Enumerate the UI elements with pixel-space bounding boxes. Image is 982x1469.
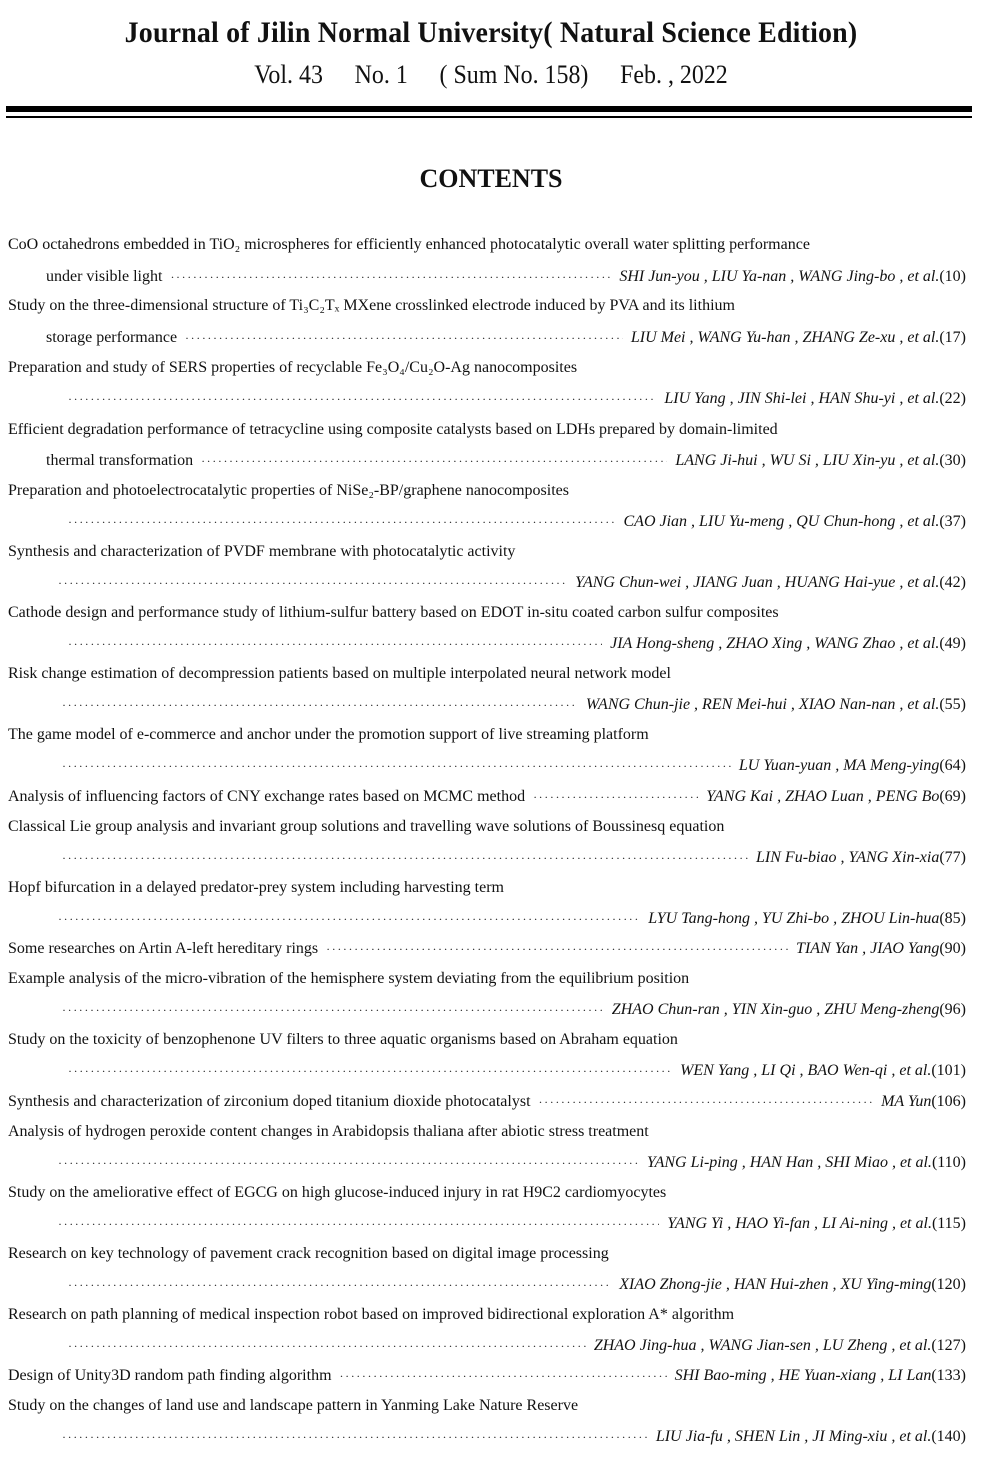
entry-authors: WEN Yang , LI Qi , BAO Wen-qi , et al. bbox=[680, 1062, 932, 1079]
dot-leader bbox=[58, 907, 640, 931]
entry-title[interactable]: Example analysis of the micro-vibration of the hemisphere system deviating from the equilibrium position bbox=[8, 970, 690, 987]
entry-page-number[interactable]: (127) bbox=[931, 1337, 966, 1354]
entry-authors: YANG Kai , ZHAO Luan , PENG Bo bbox=[706, 788, 940, 805]
entry-title[interactable]: Research on path planning of medical inspection robot based on improved bidirectional exploration A* algorithm bbox=[8, 1306, 735, 1323]
entry-page-number[interactable]: (106) bbox=[931, 1093, 966, 1110]
entry-title[interactable]: Synthesis and characterization of PVDF membrane with photocatalytic activity bbox=[8, 543, 516, 560]
entry-authors: LYU Tang-hong , YU Zhi-bo , ZHOU Lin-hua bbox=[648, 910, 940, 927]
entry-authors: ZHAO Jing-hua , WANG Jian-sen , LU Zheng , et al. bbox=[593, 1337, 932, 1354]
entry-title[interactable]: Classical Lie group analysis and invariant group solutions and travelling wave solutions of Boussinesq equation bbox=[8, 818, 725, 835]
entry-page-number[interactable]: (96) bbox=[939, 1001, 966, 1018]
entry-page-number[interactable]: (115) bbox=[931, 1215, 966, 1232]
toc-entry-byline[interactable] bbox=[54, 1425, 966, 1449]
toc-entry-byline[interactable] bbox=[54, 998, 966, 1022]
entry-authors: LIU Mei , WANG Yu-han , ZHANG Ze-xu , et al. bbox=[630, 329, 940, 346]
entry-page-number[interactable]: (85) bbox=[939, 910, 966, 927]
entry-authors: CAO Jian , LIU Yu-meng , QU Chun-hong , et al. bbox=[623, 513, 940, 530]
volume: Vol. 43 bbox=[254, 60, 323, 89]
entry-page-number[interactable]: (55) bbox=[939, 696, 966, 713]
entry-page-number[interactable]: (22) bbox=[939, 390, 966, 407]
entry-title[interactable]: Preparation and photoelectrocatalytic properties of NiSe₂-BP/graphene nanocomposites bbox=[8, 482, 569, 499]
header-rule-thick bbox=[6, 106, 972, 112]
toc-entry-byline[interactable] bbox=[8, 1364, 966, 1388]
dot-leader bbox=[62, 754, 731, 778]
dot-leader bbox=[62, 998, 604, 1022]
entry-authors: LIU Jia-fu , SHEN Lin , JI Ming-xiu , et al. bbox=[655, 1428, 932, 1445]
entry-page-number[interactable]: (37) bbox=[939, 513, 966, 530]
entry-page-number[interactable]: (140) bbox=[931, 1428, 966, 1445]
dot-leader bbox=[68, 510, 616, 534]
dot-leader bbox=[68, 1059, 672, 1083]
entry-page-number[interactable]: (120) bbox=[931, 1276, 966, 1293]
entry-authors: YANG Yi , HAO Yi-fan , LI Ai-ning , et al. bbox=[667, 1215, 932, 1232]
toc-entry-byline[interactable] bbox=[8, 1090, 966, 1114]
entry-title-continuation: storage performance bbox=[46, 329, 178, 346]
entry-page-number[interactable]: (10) bbox=[939, 268, 966, 285]
issue-line bbox=[39, 60, 942, 90]
entry-authors: LIU Yang , JIN Shi-lei , HAN Shu-yi , et al. bbox=[664, 390, 940, 407]
toc-entry-byline[interactable] bbox=[60, 1273, 966, 1297]
entry-title[interactable]: Preparation and study of SERS properties of recyclable Fe₃O₄/Cu₂O-Ag nanocomposites bbox=[8, 359, 578, 376]
dot-leader bbox=[62, 693, 578, 717]
toc-entry-byline[interactable] bbox=[46, 265, 966, 289]
dot-leader bbox=[68, 1334, 586, 1358]
entry-authors: MA Yun bbox=[881, 1093, 932, 1110]
entry-page-number[interactable]: (133) bbox=[931, 1367, 966, 1384]
entry-authors: ZHAO Chun-ran , YIN Xin-guo , ZHU Meng-zheng bbox=[611, 1001, 940, 1018]
toc-entry-byline[interactable] bbox=[60, 510, 966, 534]
dot-leader bbox=[68, 387, 656, 411]
entry-title[interactable]: Study on the ameliorative effect of EGCG on high glucose-induced injury in rat H9C2 cardiomyocytes bbox=[8, 1184, 667, 1201]
entry-page-number[interactable]: (64) bbox=[939, 757, 966, 774]
issue-date: Feb. , 2022 bbox=[620, 60, 728, 89]
dot-leader bbox=[326, 937, 788, 961]
dot-leader bbox=[185, 326, 623, 350]
toc-entry-byline[interactable] bbox=[8, 785, 966, 809]
entry-title[interactable]: Research on key technology of pavement crack recognition based on digital image processing bbox=[8, 1245, 609, 1262]
entry-page-number[interactable]: (101) bbox=[931, 1062, 966, 1079]
dot-leader bbox=[58, 571, 567, 595]
dot-leader bbox=[62, 1425, 648, 1449]
dot-leader bbox=[170, 265, 611, 289]
entry-page-number[interactable]: (30) bbox=[939, 452, 966, 469]
entry-authors: YANG Chun-wei , JIANG Juan , HUANG Hai-yue , et al. bbox=[575, 574, 940, 591]
entry-authors: JIA Hong-sheng , ZHAO Xing , WANG Zhao , et al. bbox=[610, 635, 940, 652]
entry-title[interactable]: Study on the three-dimensional structure of Ti₃C₂Tₓ MXene crosslinked electrode induced by PVA and its lithium bbox=[8, 297, 735, 314]
entry-authors: LIN Fu-biao , YANG Xin-xia bbox=[756, 849, 940, 866]
toc-entry-byline[interactable] bbox=[46, 449, 966, 473]
entry-title[interactable]: The game model of e-commerce and anchor under the promotion support of live streaming platform bbox=[8, 726, 649, 743]
dot-leader bbox=[533, 785, 698, 809]
entry-title[interactable]: Risk change estimation of decompression patients based on multiple interpolated neural network model bbox=[8, 665, 671, 682]
dot-leader bbox=[68, 632, 602, 656]
entry-page-number[interactable]: (110) bbox=[931, 1154, 966, 1171]
journal-title: Journal of Jilin Normal University( Natural Science Edition) bbox=[124, 16, 858, 49]
sum-number: ( Sum No. 158) bbox=[439, 60, 589, 89]
entry-authors: LU Yuan-yuan , MA Meng-ying bbox=[738, 757, 940, 774]
entry-title-continuation: Some researches on Artin A-left hereditary rings bbox=[8, 940, 319, 957]
toc-entry-byline[interactable] bbox=[60, 1059, 966, 1083]
toc-entry-byline[interactable] bbox=[60, 387, 966, 411]
entry-title[interactable]: CoO octahedrons embedded in TiO₂ microspheres for efficiently enhanced photocatalytic overall water splitting performance bbox=[8, 236, 810, 253]
entry-authors: SHI Bao-ming , HE Yuan-xiang , LI Lan bbox=[674, 1367, 932, 1384]
entry-title[interactable]: Analysis of hydrogen peroxide content changes in Arabidopsis thaliana after abiotic stress treatment bbox=[8, 1123, 649, 1140]
entry-authors: WANG Chun-jie , REN Mei-hui , XIAO Nan-nan , et al. bbox=[585, 696, 940, 713]
entry-title[interactable]: Study on the changes of land use and landscape pattern in Yanming Lake Nature Reserve bbox=[8, 1397, 579, 1414]
toc-entry-byline[interactable] bbox=[50, 907, 966, 931]
dot-leader bbox=[201, 449, 667, 473]
dot-leader bbox=[58, 1151, 639, 1175]
entry-title-continuation: thermal transformation bbox=[46, 452, 194, 469]
dot-leader bbox=[539, 1090, 874, 1114]
entry-page-number[interactable]: (17) bbox=[939, 329, 966, 346]
entry-page-number[interactable]: (90) bbox=[939, 940, 966, 957]
entry-title-continuation: Analysis of influencing factors of CNY exchange rates based on MCMC method bbox=[8, 788, 526, 805]
entry-title[interactable]: Study on the toxicity of benzophenone UV filters to three aquatic organisms based on Abraham equation bbox=[8, 1031, 678, 1048]
toc-entry-byline[interactable] bbox=[50, 1151, 966, 1175]
entry-page-number[interactable]: (77) bbox=[939, 849, 966, 866]
entry-title[interactable]: Hopf bifurcation in a delayed predator-prey system including harvesting term bbox=[8, 879, 504, 896]
dot-leader bbox=[58, 1212, 659, 1236]
entry-title[interactable]: Cathode design and performance study of lithium-sulfur battery based on EDOT in-situ coated carbon sulfur composites bbox=[8, 604, 779, 621]
entry-page-number[interactable]: (69) bbox=[939, 788, 966, 805]
entry-authors: LANG Ji-hui , WU Si , LIU Xin-yu , et al. bbox=[675, 452, 940, 469]
entry-page-number[interactable]: (42) bbox=[939, 574, 966, 591]
toc-entry-byline[interactable] bbox=[60, 1334, 966, 1358]
toc-entry-byline[interactable] bbox=[46, 326, 966, 350]
entry-page-number[interactable]: (49) bbox=[939, 635, 966, 652]
toc-entry-byline[interactable] bbox=[50, 571, 966, 595]
toc-entry-byline[interactable] bbox=[50, 1212, 966, 1236]
entry-title[interactable]: Efficient degradation performance of tetracycline using composite catalysts based on LDHs prepared by domain-limited bbox=[8, 421, 778, 438]
header-rule-thin bbox=[6, 116, 972, 118]
toc-entry-byline[interactable] bbox=[54, 754, 966, 778]
issue-number: No. 1 bbox=[354, 60, 408, 89]
entry-authors: YANG Li-ping , HAN Han , SHI Miao , et al. bbox=[646, 1154, 932, 1171]
dot-leader bbox=[68, 1273, 611, 1297]
dot-leader bbox=[340, 1364, 667, 1388]
toc-entry-byline[interactable] bbox=[60, 632, 966, 656]
toc-entry-byline[interactable] bbox=[8, 937, 966, 961]
entry-authors: XIAO Zhong-jie , HAN Hui-zhen , XU Ying-ming bbox=[619, 1276, 932, 1293]
entry-authors: SHI Jun-you , LIU Ya-nan , WANG Jing-bo , et al. bbox=[619, 268, 940, 285]
entry-title-continuation: Design of Unity3D random path finding algorithm bbox=[8, 1367, 332, 1384]
dot-leader bbox=[62, 846, 748, 870]
entry-title-continuation: Synthesis and characterization of zirconium doped titanium dioxide photocatalyst bbox=[8, 1093, 531, 1110]
entry-authors: TIAN Yan , JIAO Yang bbox=[796, 940, 940, 957]
contents-heading: CONTENTS bbox=[419, 164, 563, 193]
entry-title-continuation: under visible light bbox=[46, 268, 163, 285]
toc-entry-byline[interactable] bbox=[54, 693, 966, 717]
toc-entry-byline[interactable] bbox=[54, 846, 966, 870]
